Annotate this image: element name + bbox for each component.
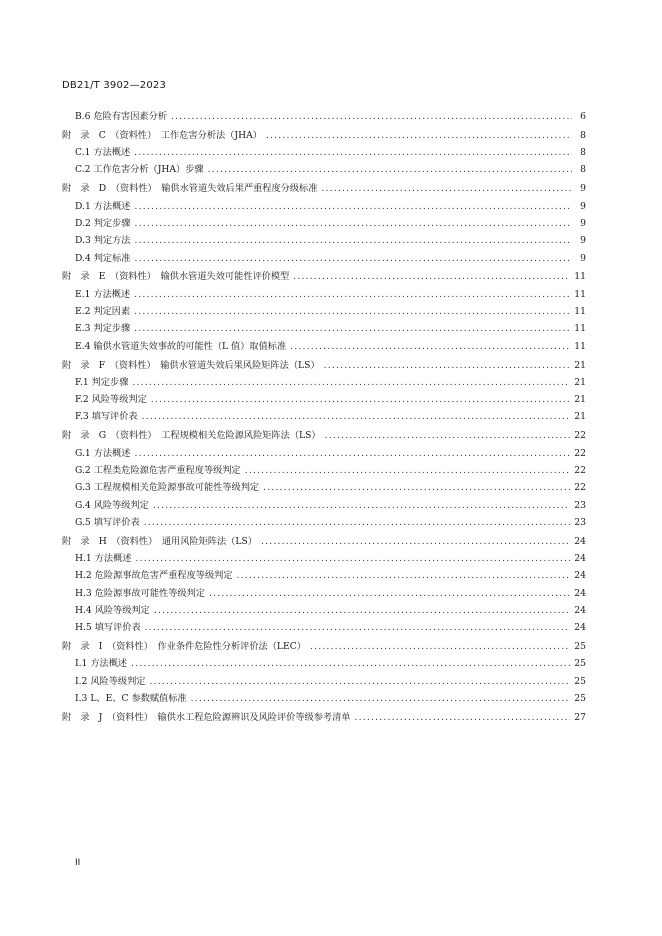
toc-entry-page: 8 xyxy=(580,129,586,141)
toc-dot-leader xyxy=(325,430,571,441)
toc-entry-title: G.5 填写评价表 xyxy=(75,516,140,528)
table-of-contents xyxy=(62,108,586,726)
toc-entry-title: D.2 判定步骤 xyxy=(75,217,131,229)
toc-entry-title: E.2 判定因素 xyxy=(75,306,131,318)
toc-entry-title: 附 录 J （资料性） 输供水工程危险源辨识及风险评价等级参考清单 xyxy=(62,711,351,723)
toc-dot-leader xyxy=(245,465,571,476)
toc-dot-leader xyxy=(132,377,570,388)
toc-section-entry[interactable] xyxy=(62,286,586,303)
toc-section-entry[interactable] xyxy=(62,108,586,125)
toc-entry-title: E.3 判定步骤 xyxy=(75,323,131,335)
toc-dot-leader xyxy=(263,482,570,493)
toc-section-entry[interactable] xyxy=(62,408,586,425)
toc-dot-leader xyxy=(321,183,572,194)
document-header-id: DB21/T 3902—2023 xyxy=(62,80,167,91)
toc-entry-title: 附 录 D （资料性） 输供水管道失效后果严重程度分级标准 xyxy=(62,183,318,195)
toc-appendix-entry[interactable] xyxy=(62,127,586,144)
toc-section-entry[interactable] xyxy=(62,479,586,496)
toc-entry-page: 9 xyxy=(580,200,586,212)
toc-entry-title: 附 录 G （资料性） 工程规模相关危险源风险矩阵法（LS） xyxy=(62,430,321,442)
toc-section-entry[interactable] xyxy=(62,338,586,355)
toc-entry-title: I.2 风险等级判定 xyxy=(75,675,146,687)
toc-section-entry[interactable] xyxy=(62,655,586,672)
toc-entry-title: I.3 L、E、C 参数赋值标准 xyxy=(75,692,187,704)
toc-section-entry[interactable] xyxy=(62,215,586,232)
toc-section-entry[interactable] xyxy=(62,690,586,707)
toc-entry-page: 8 xyxy=(580,164,586,176)
toc-section-entry[interactable] xyxy=(62,320,586,337)
toc-section-entry[interactable] xyxy=(62,374,586,391)
toc-entry-page: 23 xyxy=(574,499,586,511)
toc-section-entry[interactable] xyxy=(62,303,586,320)
toc-section-entry[interactable] xyxy=(62,161,586,178)
toc-section-entry[interactable] xyxy=(62,250,586,267)
toc-section-entry[interactable] xyxy=(62,619,586,636)
toc-section-entry[interactable] xyxy=(62,144,586,161)
toc-dot-leader xyxy=(149,676,570,687)
toc-entry-page: 25 xyxy=(574,641,586,653)
toc-section-entry[interactable] xyxy=(62,550,586,567)
toc-dot-leader xyxy=(153,500,570,511)
toc-entry-page: 21 xyxy=(574,376,586,388)
toc-entry-title: D.1 方法概述 xyxy=(75,200,131,212)
toc-appendix-entry[interactable] xyxy=(62,427,586,444)
toc-dot-leader xyxy=(134,147,572,158)
toc-appendix-entry[interactable] xyxy=(62,638,586,655)
toc-appendix-entry[interactable] xyxy=(62,268,586,285)
toc-dot-leader xyxy=(237,570,571,581)
toc-dot-leader xyxy=(293,271,570,282)
toc-section-entry[interactable] xyxy=(62,585,586,602)
toc-entry-page: 23 xyxy=(574,516,586,528)
toc-entry-title: F.1 判定步骤 xyxy=(75,376,129,388)
toc-entry-title: 附 录 C （资料性） 工作危害分析法（JHA） xyxy=(62,129,262,141)
toc-dot-leader xyxy=(266,130,572,141)
toc-entry-title: G.4 风险等级判定 xyxy=(75,499,149,511)
toc-dot-leader xyxy=(310,641,570,652)
toc-dot-leader xyxy=(134,448,570,459)
toc-dot-leader xyxy=(142,411,571,422)
toc-dot-leader xyxy=(208,164,572,175)
toc-entry-page: 24 xyxy=(574,535,586,547)
toc-section-entry[interactable] xyxy=(62,497,586,514)
toc-entry-title: C.2 工作危害分析（JHA）步骤 xyxy=(75,164,204,176)
toc-entry-page: 22 xyxy=(574,464,586,476)
toc-entry-title: D.4 判定标准 xyxy=(75,252,131,264)
toc-entry-title: B.6 危险有害因素分析 xyxy=(75,111,167,122)
toc-entry-page: 21 xyxy=(574,411,586,423)
toc-entry-title: I.1 方法概述 xyxy=(75,658,128,670)
toc-entry-title: D.3 判定方法 xyxy=(75,235,131,247)
toc-entry-page: 11 xyxy=(574,288,586,300)
toc-dot-leader xyxy=(209,588,570,599)
toc-dot-leader xyxy=(134,201,572,212)
toc-dot-leader xyxy=(131,658,570,669)
toc-entry-page: 22 xyxy=(574,430,586,442)
toc-entry-title: 附 录 F （资料性） 输供水管道失效后果风险矩阵法（LS） xyxy=(62,359,320,371)
toc-section-entry[interactable] xyxy=(62,462,586,479)
toc-section-entry[interactable] xyxy=(62,445,586,462)
toc-section-entry[interactable] xyxy=(62,232,586,249)
toc-entry-title: G.2 工程类危险源危害严重程度等级判定 xyxy=(75,464,241,476)
toc-appendix-entry[interactable] xyxy=(62,357,586,374)
toc-dot-leader xyxy=(134,289,570,300)
toc-entry-page: 11 xyxy=(574,271,586,283)
toc-entry-title: E.1 方法概述 xyxy=(75,288,131,300)
toc-entry-page: 22 xyxy=(574,447,586,459)
toc-entry-page: 9 xyxy=(580,252,586,264)
page-number: II xyxy=(75,858,81,868)
toc-section-entry[interactable] xyxy=(62,514,586,531)
toc-entry-page: 25 xyxy=(574,675,586,687)
toc-entry-title: 附 录 E （资料性） 输供水管道失效可能性评价模型 xyxy=(62,271,290,283)
toc-entry-page: 24 xyxy=(574,587,586,599)
toc-entry-title: H.3 危险源事故可能性等级判定 xyxy=(75,587,205,599)
toc-dot-leader xyxy=(354,712,570,723)
toc-entry-title: C.1 方法概述 xyxy=(75,147,131,159)
toc-dot-leader xyxy=(171,111,572,122)
toc-entry-title: H.2 危险源事故危害严重程度等级判定 xyxy=(75,570,233,582)
toc-dot-leader xyxy=(145,622,571,633)
toc-entry-page: 8 xyxy=(580,147,586,159)
toc-dot-leader xyxy=(154,605,570,616)
toc-entry-page: 6 xyxy=(580,111,586,122)
toc-entry-page: 24 xyxy=(574,552,586,564)
toc-entry-page: 9 xyxy=(580,183,586,195)
toc-section-entry[interactable] xyxy=(62,198,586,215)
toc-entry-page: 9 xyxy=(580,235,586,247)
toc-entry-title: F.2 风险等级判定 xyxy=(75,394,147,406)
toc-dot-leader xyxy=(191,693,571,704)
toc-dot-leader xyxy=(134,323,570,334)
toc-section-entry[interactable] xyxy=(62,673,586,690)
toc-section-entry[interactable] xyxy=(62,391,586,408)
toc-dot-leader xyxy=(134,253,572,264)
toc-dot-leader xyxy=(144,517,571,528)
toc-entry-title: 附 录 I （资料性） 作业条件危险性分析评价法（LEC） xyxy=(62,641,306,653)
toc-entry-page: 24 xyxy=(574,604,586,616)
toc-dot-leader xyxy=(134,306,570,317)
toc-entry-page: 9 xyxy=(580,217,586,229)
toc-entry-page: 11 xyxy=(574,306,586,318)
toc-entry-page: 21 xyxy=(574,394,586,406)
toc-dot-leader xyxy=(134,218,572,229)
toc-entry-page: 24 xyxy=(574,622,586,634)
toc-entry-page: 25 xyxy=(574,658,586,670)
toc-entry-title: H.4 风险等级判定 xyxy=(75,604,150,616)
toc-entry-page: 27 xyxy=(574,711,586,723)
toc-dot-leader xyxy=(134,235,572,246)
toc-dot-leader xyxy=(151,394,571,405)
toc-entry-title: 附 录 H （资料性） 通用风险矩阵法（LS） xyxy=(62,535,257,547)
toc-entry-page: 11 xyxy=(574,340,586,352)
toc-entry-page: 21 xyxy=(574,359,586,371)
toc-dot-leader xyxy=(290,341,570,352)
toc-entry-page: 25 xyxy=(574,692,586,704)
toc-appendix-entry[interactable] xyxy=(62,180,586,197)
toc-section-entry[interactable] xyxy=(62,602,586,619)
toc-entry-page: 22 xyxy=(574,482,586,494)
toc-entry-title: G.1 方法概述 xyxy=(75,447,131,459)
toc-entry-title: H.1 方法概述 xyxy=(75,552,132,564)
toc-dot-leader xyxy=(135,553,570,564)
toc-entry-title: E.4 输供水管道失效事故的可能性（L 值）取值标准 xyxy=(75,340,287,352)
toc-entry-page: 11 xyxy=(574,323,586,335)
toc-entry-title: G.3 工程规模相关危险源事故可能性等级判定 xyxy=(75,482,260,494)
toc-appendix-entry[interactable] xyxy=(62,533,586,550)
toc-dot-leader xyxy=(261,536,570,547)
toc-section-entry[interactable] xyxy=(62,567,586,584)
toc-entry-page: 24 xyxy=(574,570,586,582)
toc-appendix-entry[interactable] xyxy=(62,709,586,726)
toc-dot-leader xyxy=(324,360,571,371)
toc-entry-title: H.5 填写评价表 xyxy=(75,622,141,634)
toc-entry-title: F.3 填写评价表 xyxy=(75,411,138,423)
